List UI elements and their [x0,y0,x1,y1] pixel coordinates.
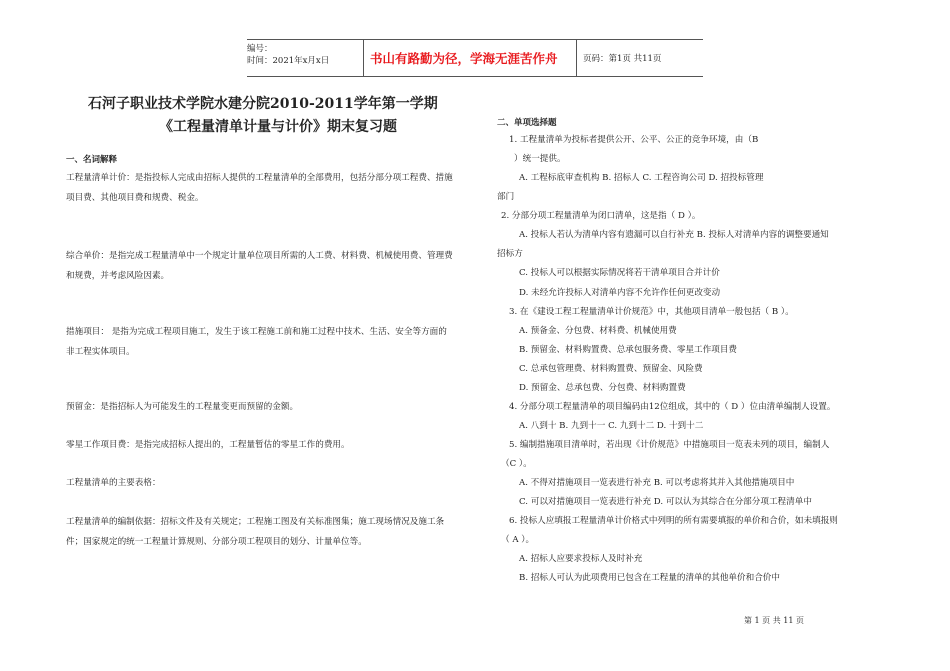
serial-label: 编号： [247,44,273,54]
option-line: 招标方 [497,249,523,259]
header-bottom-rule [247,76,703,77]
document-title-line1: 石河子职业技术学院水建分院2010-2011学年第一学期 [88,96,438,112]
question-line: 5. 编制措施项目清单时，若出现《计价规范》中措施项目一览表未列的项目，编制人 [509,440,830,450]
option-line: A. 不得对措施项目一览表进行补充 B. 可以考虑将其并入其他措施项目中 [519,478,795,488]
question-line: 3. 在《建设工程工程量清单计价规范》中，其他项目清单一般包括（ B ）。 [509,307,794,317]
header-meta [247,39,362,80]
definition-item: 零星工作项目费：是指完成招标人提出的，工程量暂估的零星工作的费用。 [66,440,350,450]
definition-item: 工程量清单的编制依据：招标文件及有关规定；工程施工图及有关标准图集；施工现场情况及施工条件；国家规定的统一工程量计算规则、分部分项工程项目的划分、计量单位等。 [66,517,445,547]
page-header [247,39,703,76]
question-line: 4. 分部分项工程量清单的项目编码由12位组成，其中的（ D ）位由清单编制人设置。 [509,402,836,412]
question-line: 2. 分部分项工程量清单为闭口清单，这是指（ D ）。 [501,211,701,221]
section-heading-choice: 二、单项选择题 [497,118,557,128]
option-line: 部门 [497,192,515,202]
question-line: ）统一提供。 [514,154,566,164]
document-title-line2: 《工程量清单计量与计价》期末复习题 [159,119,397,135]
definition-item: 工程量清单的主要表格： [66,478,161,488]
definition-item: 措施项目： 是指为完成工程项目施工，发生于该工程施工前和施工过程中技术、生活、安全等方面的非工程实体项目。 [66,327,447,357]
option-line: A. 工程标底审查机构 B. 招标人 C. 工程咨询公司 D. 招投标管理 [519,173,764,183]
time-label: 时间：2021年x月x日 [247,56,330,66]
option-line: B. 招标人可认为此项费用已包含在工程量的清单的其他单价和合价中 [519,573,780,583]
definition-item: 综合单价：是指完成工程量清单中一个规定计量单位项目所需的人工费、材料费、机械使用费、管理费和规费，并考虑风险因素。 [66,251,453,281]
option-line: A. 招标人应要求投标人及时补充 [519,554,643,564]
option-line: D. 预留金、总承包费、分包费、材料购置费 [519,383,686,393]
header-motto: 书山有路勤为径，学海无涯苦作舟 [370,51,558,66]
question-line: 1. 工程量清单为投标者提供公开、公平、公正的竞争环境，由（B [509,135,759,145]
question-line: 6. 投标人应填报工程量清单计价格式中列明的所有需要填报的单价和合价，如未填报则 [509,516,838,526]
definition-item: 工程量清单计价：是指投标人完成由招标人提供的工程量清单的全部费用，包括分部分项工程费、措施项目费、其他项目费和规费、税金。 [66,173,453,203]
header-page-label: 页码：第1页 共11页 [583,54,662,64]
option-line: B. 预留金、材料购置费、总承包服务费、零星工作项目费 [519,345,738,355]
option-line: C. 投标人可以根据实际情况将若干清单项目合并计价 [519,268,720,278]
header-motto-cell [363,39,577,76]
option-line: C. 可以对措施项目一览表进行补充 D. 可以认为其综合在分部分项工程清单中 [519,497,812,507]
section-heading-definitions: 一、名词解释 [66,155,118,165]
definition-item: 预留金：是指招标人为可能发生的工程量变更而预留的金额。 [66,402,299,412]
option-line: D. 未经允许投标人对清单内容不允许作任何更改变动 [519,288,721,298]
question-line: （ A ）。 [501,535,535,545]
option-line: A. 预备金、分包费、材料费、机械使用费 [519,326,677,336]
question-line: （C ）。 [501,459,532,469]
page-footer: 第 1 页 共 11 页 [744,616,804,625]
option-line: A. 投标人若认为清单内容有遗漏可以自行补充 B. 投标人对清单内容的调整要通知 [519,230,829,240]
option-line: C. 总承包管理费、材料购置费、预留金、风险费 [519,364,703,374]
option-line: A. 八到十 B. 九到十一 C. 九到十二 D. 十到十二 [519,421,704,431]
